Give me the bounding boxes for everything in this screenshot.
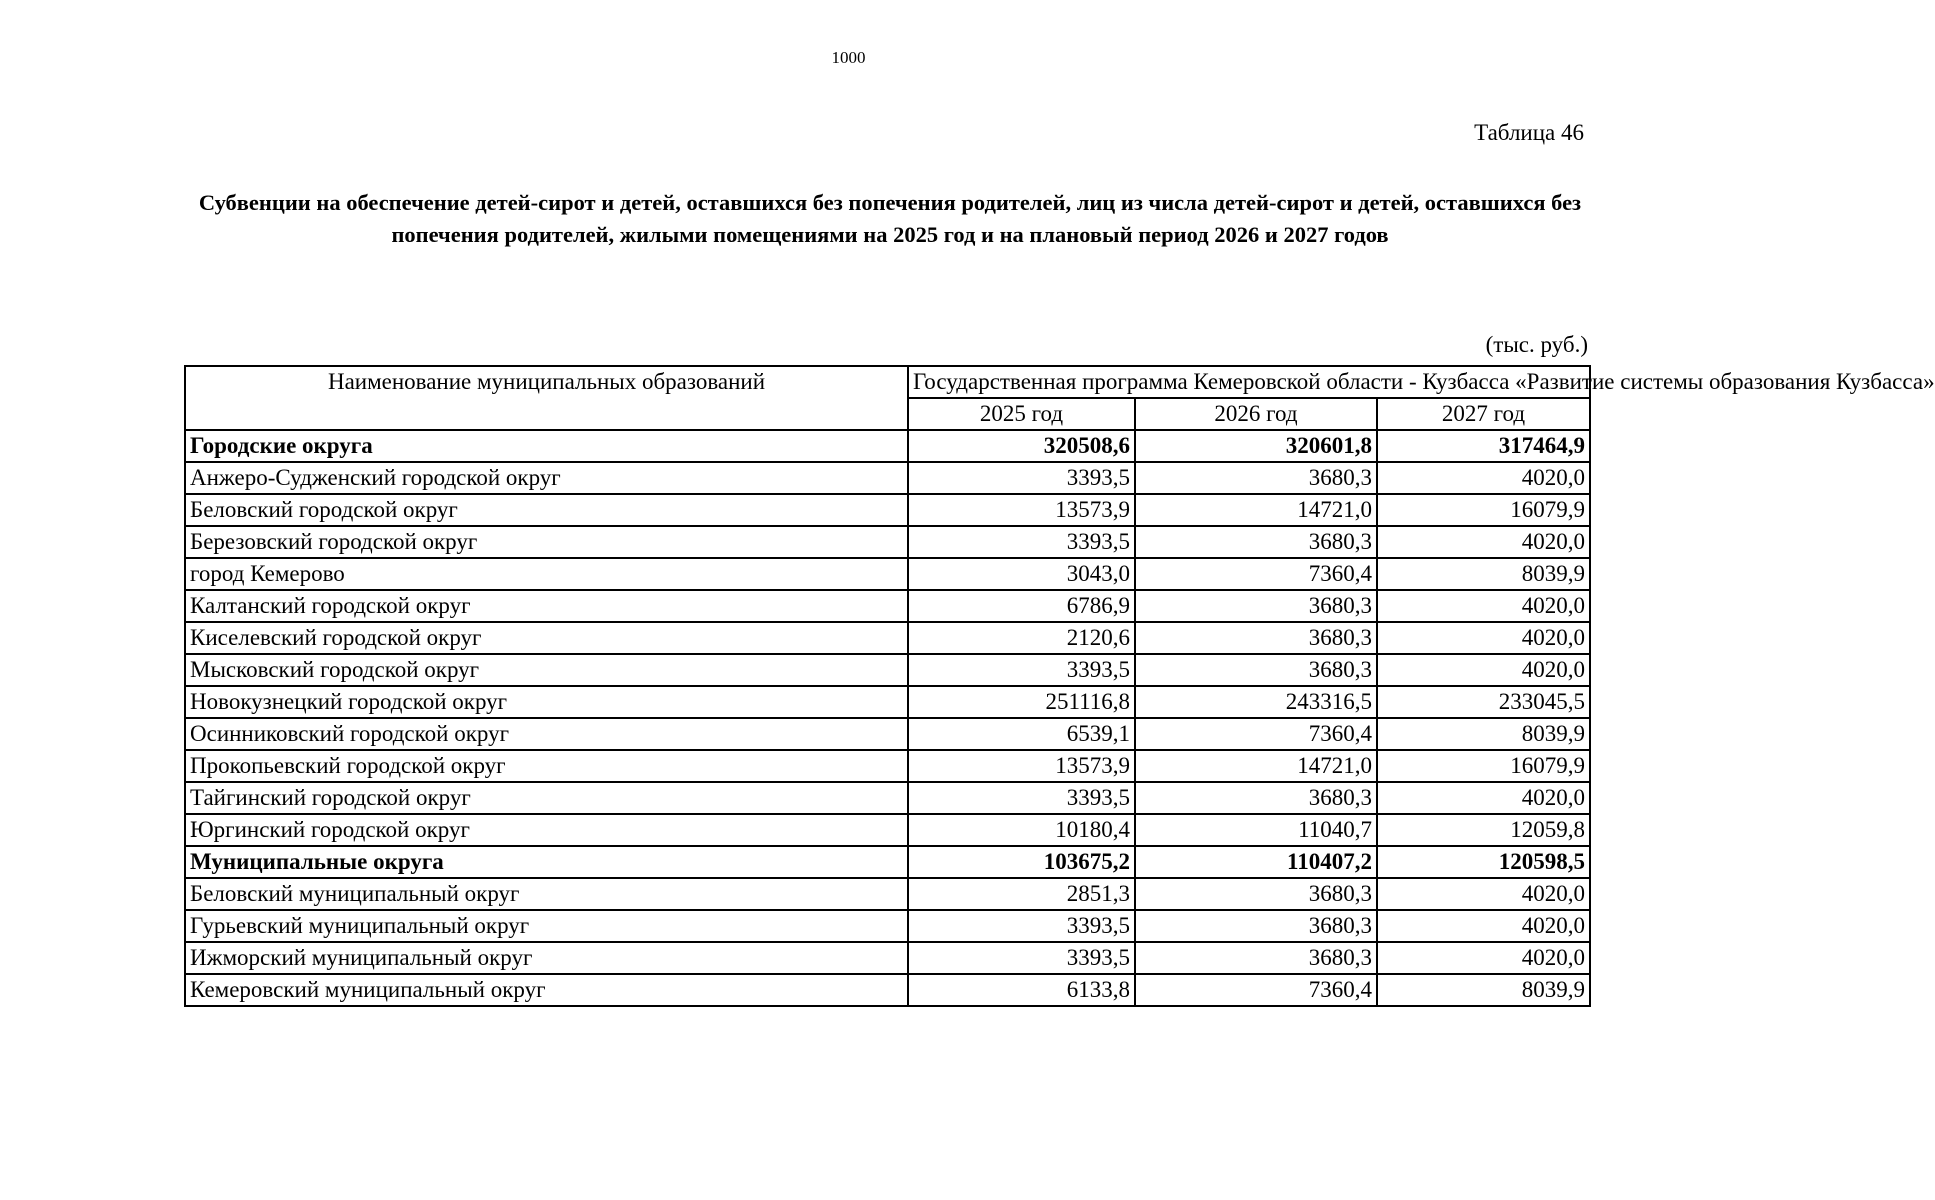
table-row: [185, 590, 1590, 622]
municipality-name-cell: Городские округа: [185, 430, 908, 462]
value-2026-cell: 243316,5: [1135, 686, 1377, 718]
value-2027-cell: 4020,0: [1377, 622, 1590, 654]
value-2025-cell: 6786,9: [908, 590, 1135, 622]
municipality-name-cell: Киселевский городской округ: [185, 622, 908, 654]
municipality-name-cell: Мысковский городской округ: [185, 654, 908, 686]
municipality-name-cell: Гурьевский муниципальный округ: [185, 910, 908, 942]
value-2025-cell: 3393,5: [908, 910, 1135, 942]
group-total-row: [185, 846, 1590, 878]
value-2026-cell: 14721,0: [1135, 494, 1377, 526]
value-2025-cell: 251116,8: [908, 686, 1135, 718]
value-2025-cell: 2851,3: [908, 878, 1135, 910]
value-2026-cell: 3680,3: [1135, 878, 1377, 910]
value-2027-cell: 4020,0: [1377, 942, 1590, 974]
municipality-name-cell: Анжеро-Судженский городской округ: [185, 462, 908, 494]
value-2026-cell: 3680,3: [1135, 590, 1377, 622]
municipality-name-cell: Осинниковский городской округ: [185, 718, 908, 750]
table-row: [185, 910, 1590, 942]
value-2026-cell: 7360,4: [1135, 558, 1377, 590]
value-2026-cell: 3680,3: [1135, 526, 1377, 558]
table-row: [185, 654, 1590, 686]
value-2026-cell: 110407,2: [1135, 846, 1377, 878]
value-2026-cell: 11040,7: [1135, 814, 1377, 846]
value-2026-cell: 3680,3: [1135, 654, 1377, 686]
value-2025-cell: 6539,1: [908, 718, 1135, 750]
header-municipality-name: Наименование муниципальных образований: [185, 366, 908, 430]
table-row: [185, 494, 1590, 526]
value-2027-cell: 4020,0: [1377, 782, 1590, 814]
header-year-2025: 2025 год: [908, 398, 1135, 430]
table-row: [185, 782, 1590, 814]
value-2027-cell: 4020,0: [1377, 878, 1590, 910]
value-2027-cell: 4020,0: [1377, 910, 1590, 942]
value-2027-cell: 233045,5: [1377, 686, 1590, 718]
table-row: [185, 686, 1590, 718]
table-label: Таблица 46: [1474, 120, 1584, 145]
value-2026-cell: 320601,8: [1135, 430, 1377, 462]
value-2027-cell: 4020,0: [1377, 526, 1590, 558]
value-2027-cell: 317464,9: [1377, 430, 1590, 462]
value-2027-cell: 120598,5: [1377, 846, 1590, 878]
header-year-2027: 2027 год: [1377, 398, 1590, 430]
page-number: 1000: [831, 48, 866, 67]
municipality-name-cell: Кемеровский муниципальный округ: [185, 974, 908, 1006]
municipality-name-cell: Беловский городской округ: [185, 494, 908, 526]
value-2025-cell: 320508,6: [908, 430, 1135, 462]
value-2027-cell: 8039,9: [1377, 558, 1590, 590]
municipality-name-cell: Прокопьевский городской округ: [185, 750, 908, 782]
table-row: [185, 558, 1590, 590]
municipality-name-cell: Ижморский муниципальный округ: [185, 942, 908, 974]
municipality-name-cell: город Кемерово: [185, 558, 908, 590]
value-2027-cell: 4020,0: [1377, 590, 1590, 622]
value-2025-cell: 3393,5: [908, 462, 1135, 494]
value-2025-cell: 6133,8: [908, 974, 1135, 1006]
table-row: [185, 750, 1590, 782]
municipality-name-cell: Юргинский городской округ: [185, 814, 908, 846]
value-2027-cell: 8039,9: [1377, 974, 1590, 1006]
header-program: Государственная программа Кемеровской области - Кузбасса «Развитие системы образования Кузбасса»: [908, 366, 1590, 398]
table-row: [185, 462, 1590, 494]
subventions-table: [184, 365, 1935, 1007]
table-header-row: [185, 366, 1590, 398]
value-2025-cell: 13573,9: [908, 494, 1135, 526]
group-total-row: [185, 430, 1590, 462]
value-2026-cell: 3680,3: [1135, 622, 1377, 654]
municipality-name-cell: Беловский муниципальный округ: [185, 878, 908, 910]
header-year-2026: 2026 год: [1135, 398, 1377, 430]
value-2026-cell: 14721,0: [1135, 750, 1377, 782]
value-2025-cell: 103675,2: [908, 846, 1135, 878]
value-2025-cell: 3393,5: [908, 654, 1135, 686]
municipality-name-cell: Березовский городской округ: [185, 526, 908, 558]
value-2025-cell: 3393,5: [908, 782, 1135, 814]
table-row: [185, 974, 1590, 1006]
table-row: [185, 526, 1590, 558]
value-2025-cell: 3393,5: [908, 526, 1135, 558]
value-2025-cell: 13573,9: [908, 750, 1135, 782]
municipality-name-cell: Тайгинский городской округ: [185, 782, 908, 814]
table-row: [185, 622, 1590, 654]
value-2027-cell: 4020,0: [1377, 462, 1590, 494]
value-2027-cell: 16079,9: [1377, 750, 1590, 782]
value-2026-cell: 3680,3: [1135, 942, 1377, 974]
table-row: [185, 814, 1590, 846]
document-title: Субвенции на обеспечение детей-сирот и детей, оставшихся без попечения родителей, лиц из числа детей-сирот и детей, оставшихся без попечения родителей, жилыми помещениями на 2025 год и на плановый период 2026 и 2027 годов: [198, 190, 1582, 247]
value-2025-cell: 2120,6: [908, 622, 1135, 654]
table-body: [185, 430, 1590, 1006]
value-2027-cell: 12059,8: [1377, 814, 1590, 846]
value-2026-cell: 7360,4: [1135, 974, 1377, 1006]
units-label: (тыс. руб.): [1485, 332, 1588, 357]
value-2025-cell: 3043,0: [908, 558, 1135, 590]
value-2027-cell: 4020,0: [1377, 654, 1590, 686]
municipality-name-cell: Калтанский городской округ: [185, 590, 908, 622]
municipality-name-cell: Муниципальные округа: [185, 846, 908, 878]
municipality-name-cell: Новокузнецкий городской округ: [185, 686, 908, 718]
value-2026-cell: 3680,3: [1135, 782, 1377, 814]
table-row: [185, 718, 1590, 750]
table-row: [185, 942, 1590, 974]
table-row: [185, 878, 1590, 910]
value-2026-cell: 7360,4: [1135, 718, 1377, 750]
value-2027-cell: 8039,9: [1377, 718, 1590, 750]
value-2026-cell: 3680,3: [1135, 462, 1377, 494]
value-2025-cell: 10180,4: [908, 814, 1135, 846]
value-2027-cell: 16079,9: [1377, 494, 1590, 526]
value-2026-cell: 3680,3: [1135, 910, 1377, 942]
value-2025-cell: 3393,5: [908, 942, 1135, 974]
